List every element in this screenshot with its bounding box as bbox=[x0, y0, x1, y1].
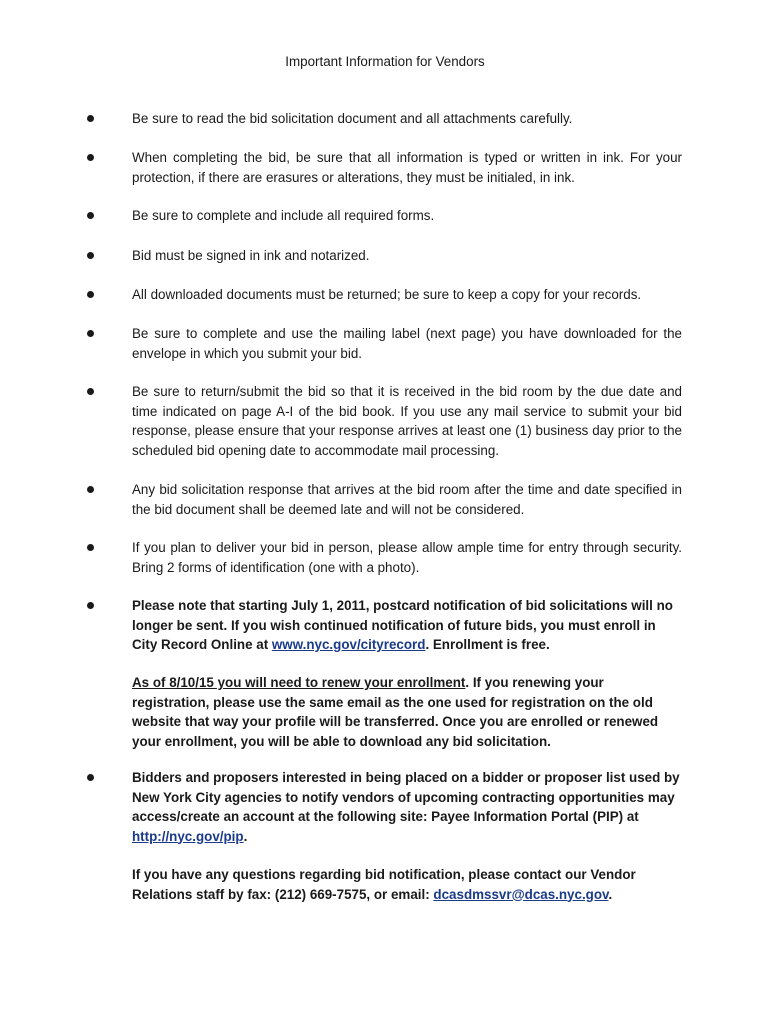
bullet-icon bbox=[87, 486, 94, 493]
contact-text: If you have any questions regarding bid notification, please contact our Vendor Relations staff by fax: (212) 669-7575, or email: bbox=[132, 867, 636, 902]
enrollment-notice-text: Please note that starting July 1, 2011, postcard notification of bid solicitations will no longer be sent. If you wish continued notification of future bids, you must enroll in City Record Online at bbox=[132, 598, 673, 652]
bullet-icon bbox=[87, 330, 94, 337]
bullet-icon bbox=[87, 602, 94, 609]
renewal-notice bbox=[132, 673, 682, 751]
list-item: Bid must be signed in ink and notarized. bbox=[132, 248, 370, 263]
cityrecord-link[interactable]: www.nyc.gov/cityrecord bbox=[271, 637, 426, 652]
bullet-icon bbox=[87, 544, 94, 551]
bullet-icon bbox=[87, 774, 94, 781]
list-item: Any bid solicitation response that arrives at the bid room after the time and date specified in the bid document shall be deemed late and will not be considered. bbox=[132, 482, 682, 517]
list-item: Be sure to read the bid solicitation document and all attachments carefully. bbox=[132, 111, 573, 126]
bullet-icon bbox=[87, 388, 94, 395]
bullet-icon bbox=[87, 291, 94, 298]
contact-email-link[interactable]: dcasdmssvr@dcas.nyc.gov bbox=[433, 886, 609, 902]
contact-notice bbox=[132, 865, 682, 904]
renewal-instructions: . If you renewing your registration, please use the same email as the one used for registration on the old website that way your profile will be transferred. Once you are enrolled or renewed your enrollment, you will be able to download any bid solicitation. bbox=[132, 675, 659, 749]
list-item: Be sure to complete and use the mailing label (next page) you have downloaded for the envelope in which you submit your bid. bbox=[132, 326, 682, 361]
bidder-list-notice bbox=[132, 768, 682, 846]
enrollment-free-text: . Enrollment is free. bbox=[425, 637, 550, 652]
list-item: If you plan to deliver your bid in person, please allow ample time for entry through security. Bring 2 forms of identification (one with a photo). bbox=[132, 540, 682, 575]
list-item: When completing the bid, be sure that all information is typed or written in ink. For your protection, if there are erasures or alterations, they must be initialed, in ink. bbox=[132, 150, 682, 185]
list-item: Be sure to complete and include all required forms. bbox=[132, 208, 435, 223]
enrollment-notice bbox=[132, 596, 682, 655]
bullet-icon bbox=[87, 115, 94, 122]
renewal-date-text: As of 8/10/15 you will need to renew your enrollment bbox=[132, 675, 466, 690]
document-title: Important Information for Vendors bbox=[285, 54, 485, 69]
bidder-list-text: Bidders and proposers interested in being placed on a bidder or proposer list used by New York City agencies to notify vendors of upcoming contracting opportunities may access/create an account at the following site: Payee Information Portal (PIP) at bbox=[132, 770, 680, 824]
pip-link[interactable]: http://nyc.gov/pip bbox=[132, 828, 244, 844]
bullet-icon bbox=[87, 212, 94, 219]
list-item: All downloaded documents must be returned; be sure to keep a copy for your records. bbox=[132, 287, 642, 302]
contact-period: . bbox=[608, 886, 613, 902]
bullet-icon bbox=[87, 154, 94, 161]
bullet-icon bbox=[87, 252, 94, 259]
bidder-list-period: . bbox=[243, 828, 248, 844]
list-item: Be sure to return/submit the bid so that it is received in the bid room by the due date and time indicated on page A-I of the bid book. If you use any mail service to submit your bid response, please ensure that your response arrives at least one (1) business day prior to the scheduled bid opening date to accommodate mail processing. bbox=[132, 384, 682, 458]
